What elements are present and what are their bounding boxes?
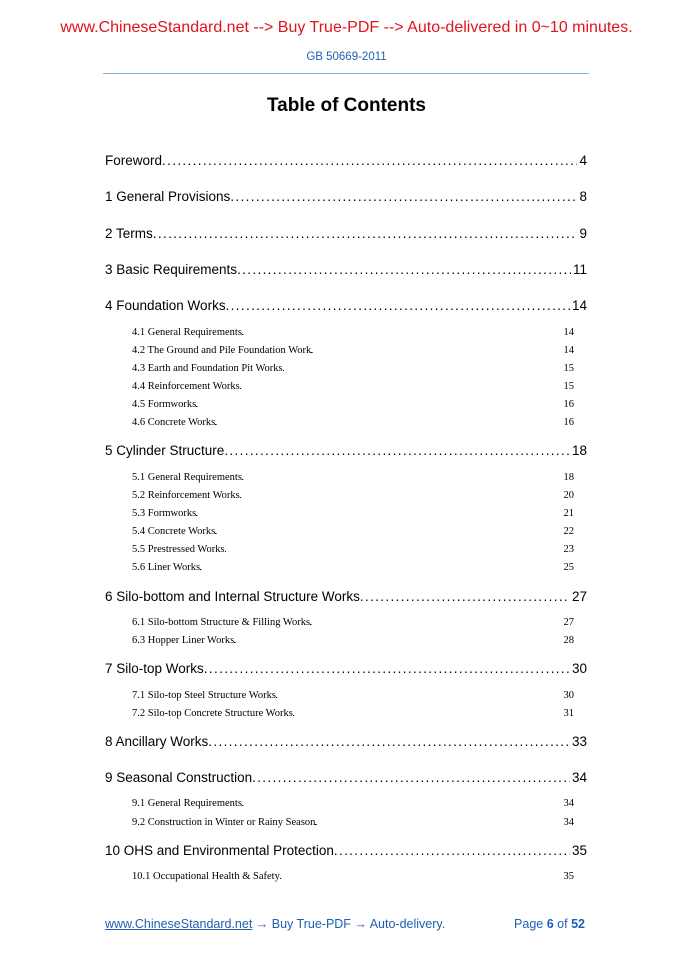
toc-page-number: 4 (579, 153, 587, 168)
dot-leader (200, 562, 561, 573)
dot-leader (240, 381, 562, 392)
toc-label: 5.4 Concrete Works (132, 526, 216, 537)
toc-entry-4-3[interactable] (132, 363, 574, 377)
dot-leader (215, 417, 561, 428)
toc-entry-5-6[interactable] (132, 562, 574, 576)
page-title: Table of Contents (266, 95, 427, 116)
top-banner[interactable]: www.ChineseStandard.net --> Buy True-PDF --> Auto-delivered in 0~10 minutes. (60, 19, 633, 36)
toc-page-number: 18 (571, 443, 587, 458)
toc-label: 10.1 Occupational Health & Safety (132, 871, 280, 882)
toc-entry-7[interactable] (105, 661, 587, 679)
toc-entry-9-2[interactable] (132, 817, 574, 831)
toc-label: 5.3 Formworks (132, 508, 197, 519)
toc-entry-4-6[interactable] (132, 417, 574, 431)
dot-leader (334, 843, 570, 858)
toc-entry-1[interactable] (105, 189, 587, 207)
dot-leader (315, 817, 561, 828)
footer-site-link[interactable]: www.ChineseStandard.net (105, 917, 253, 931)
dot-leader (276, 690, 562, 701)
dot-leader (280, 871, 562, 882)
toc-label: 5.5 Prestressed Works (132, 544, 225, 555)
toc-entry-4[interactable] (105, 298, 587, 316)
page-indicator (514, 917, 585, 931)
toc-entry-7-1[interactable] (132, 690, 574, 704)
toc-label: 2 Terms (105, 226, 153, 241)
toc-label: 10 OHS and Environmental Protection (105, 843, 334, 858)
dot-leader (162, 153, 577, 168)
toc-label: 4.4 Reinforcement Works (132, 381, 240, 392)
toc-entry-4-4[interactable] (132, 381, 574, 395)
toc-entry-6[interactable] (105, 589, 587, 607)
toc-page-number: 16 (563, 399, 574, 410)
toc-entry-4-2[interactable] (132, 345, 574, 359)
toc-entry-5-4[interactable] (132, 526, 574, 540)
dot-leader (310, 617, 561, 628)
toc-label: 4.5 Formworks (132, 399, 197, 410)
toc-label: 6.3 Hopper Liner Works (132, 635, 235, 646)
of-word: of (557, 917, 568, 931)
toc-entry-2[interactable] (105, 226, 587, 244)
toc-entry-5-1[interactable] (132, 472, 574, 486)
toc-label: 4 Foundation Works (105, 298, 226, 313)
toc-page-number: 15 (563, 381, 574, 392)
toc-label: 7.2 Silo-top Concrete Structure Works (132, 708, 293, 719)
toc-label: 4.6 Concrete Works (132, 417, 216, 428)
total-page-number: 52 (571, 917, 585, 931)
dot-leader (234, 635, 561, 646)
dot-leader (283, 363, 562, 374)
toc-page-number: 31 (563, 708, 574, 719)
toc-page-number: 30 (571, 661, 587, 676)
toc-page-number: 27 (563, 617, 574, 628)
toc-label: 7 Silo-top Works (105, 661, 204, 676)
toc-page-number: 9 (579, 226, 587, 241)
toc-entry-10-1[interactable] (132, 871, 574, 885)
toc-page-number: 16 (563, 417, 574, 428)
standard-code: GB 50669-2011 (306, 51, 387, 63)
footer-promo: → Buy True-PDF → Auto-delivery. (252, 917, 446, 931)
toc-page-number: 23 (563, 544, 574, 555)
toc-page-number: 28 (563, 635, 574, 646)
toc-page-number: 34 (563, 798, 574, 809)
toc-label: 8 Ancillary Works (105, 734, 209, 749)
toc-label: 9 Seasonal Construction (105, 770, 253, 785)
dot-leader (225, 544, 562, 555)
toc-page-number: 15 (563, 363, 574, 374)
dot-leader (293, 708, 562, 719)
toc-label: 9.1 General Requirements (132, 798, 242, 809)
dot-leader (230, 189, 577, 204)
toc-entry-5[interactable] (105, 443, 587, 461)
dot-leader (224, 443, 570, 458)
toc-page-number: 14 (563, 327, 574, 338)
toc-entry-9[interactable] (105, 770, 587, 788)
toc-page-number: 34 (563, 817, 574, 828)
toc-entry-3[interactable] (105, 262, 587, 280)
toc-label: 6 Silo-bottom and Internal Structure Works (105, 589, 360, 604)
toc-entry-10[interactable] (105, 843, 587, 861)
dot-leader (153, 226, 578, 241)
toc-page-number: 34 (571, 770, 587, 785)
toc-label: 1 General Provisions (105, 189, 231, 204)
toc-page-number: 27 (571, 589, 587, 604)
toc-label: 9.2 Construction in Winter or Rainy Season (132, 817, 316, 828)
toc-page-number: 22 (563, 526, 574, 537)
toc-page-number: 8 (579, 189, 587, 204)
toc-entry-6-1[interactable] (132, 617, 574, 631)
toc-page-number: 14 (563, 345, 574, 356)
toc-entry-7-2[interactable] (132, 708, 574, 722)
toc-entry-foreword[interactable] (105, 153, 587, 171)
toc-label: 4.2 The Ground and Pile Foundation Work (132, 345, 312, 356)
dot-leader (252, 770, 570, 785)
toc-page-number: 30 (563, 690, 574, 701)
toc-page-number: 35 (571, 843, 587, 858)
dot-leader (242, 327, 562, 338)
toc-page-number: 11 (572, 262, 587, 277)
toc-entry-5-3[interactable] (132, 508, 574, 522)
dot-leader (240, 490, 562, 501)
toc-label: 5.1 General Requirements (132, 472, 242, 483)
toc-entry-6-3[interactable] (132, 635, 574, 649)
toc-label: 5.2 Reinforcement Works (132, 490, 240, 501)
toc-page-number: 21 (563, 508, 574, 519)
dot-leader (242, 798, 562, 809)
page-footer (105, 917, 585, 931)
toc-label: 3 Basic Requirements (105, 262, 238, 277)
current-page-number: 6 (546, 917, 554, 931)
toc-label: 5 Cylinder Structure (105, 443, 225, 458)
dot-leader (196, 399, 561, 410)
dot-leader (204, 661, 570, 676)
dot-leader (208, 734, 570, 749)
toc-page-number: 25 (563, 562, 574, 573)
dot-leader (226, 298, 570, 313)
dot-leader (311, 345, 561, 356)
toc-entry-5-2[interactable] (132, 490, 574, 504)
dot-leader (242, 472, 562, 483)
toc-label: Foreword (105, 153, 163, 168)
toc-page-number: 14 (571, 298, 587, 313)
dot-leader (360, 589, 570, 604)
toc-entry-4-1[interactable] (132, 327, 574, 341)
toc-label: 7.1 Silo-top Steel Structure Works (132, 690, 276, 701)
toc-label: 6.1 Silo-bottom Structure & Filling Works (132, 617, 311, 628)
dot-leader (237, 262, 571, 277)
toc-entry-5-5[interactable] (132, 544, 574, 558)
dot-leader (196, 508, 561, 519)
page-word: Page (514, 917, 544, 931)
toc-entry-9-1[interactable] (132, 798, 574, 812)
toc-page-number: 20 (563, 490, 574, 501)
toc-label: 4.1 General Requirements (132, 327, 242, 338)
toc-page-number: 35 (563, 871, 574, 882)
toc-page-number: 18 (563, 472, 574, 483)
toc-entry-4-5[interactable] (132, 399, 574, 413)
toc-label: 5.6 Liner Works (132, 562, 201, 573)
toc-label: 4.3 Earth and Foundation Pit Works (132, 363, 283, 374)
dot-leader (215, 526, 561, 537)
toc-entry-8[interactable] (105, 734, 587, 752)
toc-page-number: 33 (571, 734, 587, 749)
